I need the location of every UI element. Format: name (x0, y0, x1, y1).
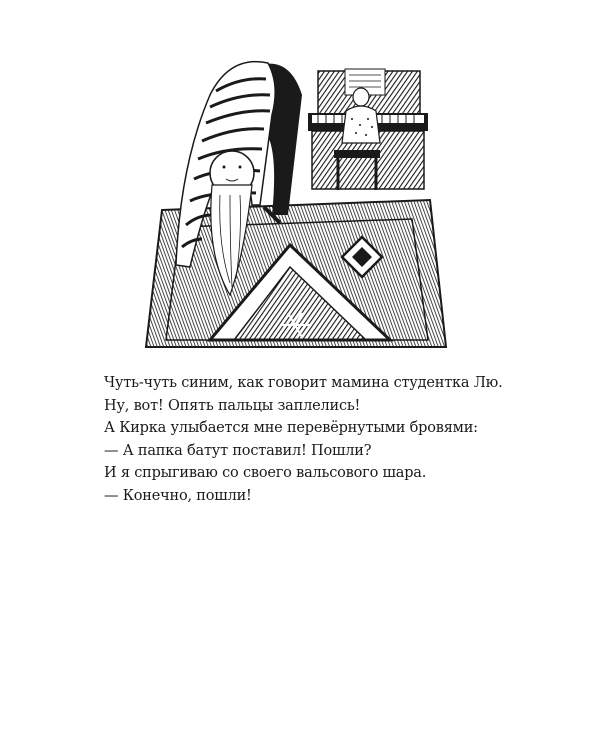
illustration-girl-bending-over-piano-room-icon (140, 55, 450, 350)
text-line: А Кирка улыбается мне перевёрнутыми бровями: (104, 420, 478, 436)
text-line: И я спрыгиваю со своего вальсового шара. (104, 465, 427, 481)
illustration (140, 55, 450, 350)
text-line: — А папка батут поставил! Пошли? (104, 442, 372, 459)
text-line: Чуть-чуть синим, как говорит мамина студентка Лю. (104, 375, 503, 391)
text-line: Ну, вот! Опять пальцы заплелись! (104, 397, 361, 414)
story-text (104, 372, 524, 507)
text-line: — Конечно, пошли! (104, 487, 252, 504)
